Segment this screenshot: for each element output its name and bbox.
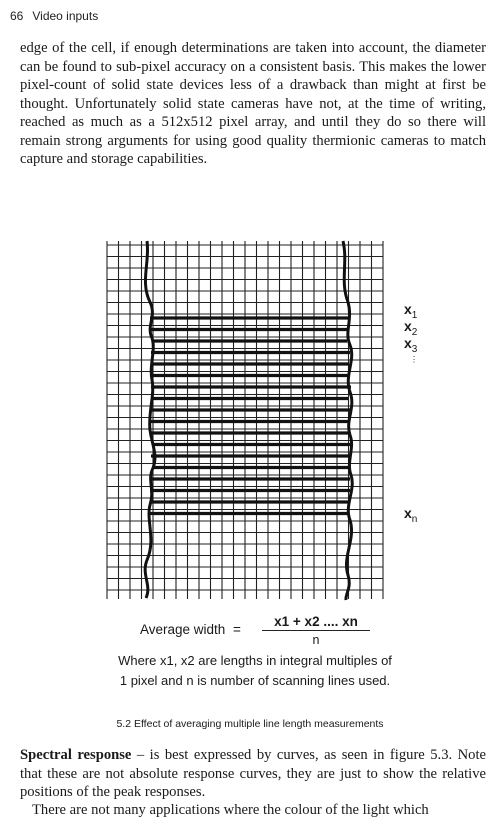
label-x3: $x_3$ [404, 335, 418, 355]
label-xn: $x_n$ [404, 505, 418, 525]
running-head [10, 9, 98, 23]
formula-numerator: x1 + x2 .... xn [262, 614, 370, 631]
label-x2: $x_2$ [404, 318, 418, 338]
figure-caption: 5.2 Effect of averaging multiple line length measurements [116, 718, 384, 730]
running-head-title: Video inputs [32, 9, 99, 23]
section-heading: Spectral response [20, 747, 132, 763]
body-paragraph-2 [20, 746, 486, 802]
scan-lines [149, 318, 351, 514]
body-paragraph-1: edge of the cell, if enough determinations are taken into account, the diameter can be found to sub-pixel accuracy on a consistent basis. This makes the lower pixel-count of solid state devices less of a drawback than might at first be thought. Unfortunately solid state cameras have not, at the time of writing, reached as much as a 512x512 pixel array, and until they do so there will remain strong arguments for using good quality thermionic cameras to match capture and storage capabilities. [20, 40, 486, 167]
page-number: 66 [10, 9, 24, 23]
formula-explanation [100, 651, 410, 691]
paragraph-text: – is best expressed by curves, as seen in figure 5.3. Note that these are not absolute response curves, they are just to show the relative positions of the peak responses. [20, 747, 486, 800]
pixel-grid-figure [0, 230, 500, 610]
body-paragraph-3: There are not many applications where the colour of the light which [32, 802, 429, 818]
formula-equals: = [233, 622, 241, 637]
x-dots: ⋮ [410, 355, 418, 364]
explanation-line-1: Where x1, x2 are lengths in integral multiples of [118, 653, 392, 668]
label-x1: $x_1$ [404, 301, 418, 321]
explanation-line-2: 1 pixel and n is number of scanning lines used. [119, 673, 391, 688]
formula-label: Average width [140, 622, 226, 637]
formula-denominator: n [312, 633, 320, 647]
